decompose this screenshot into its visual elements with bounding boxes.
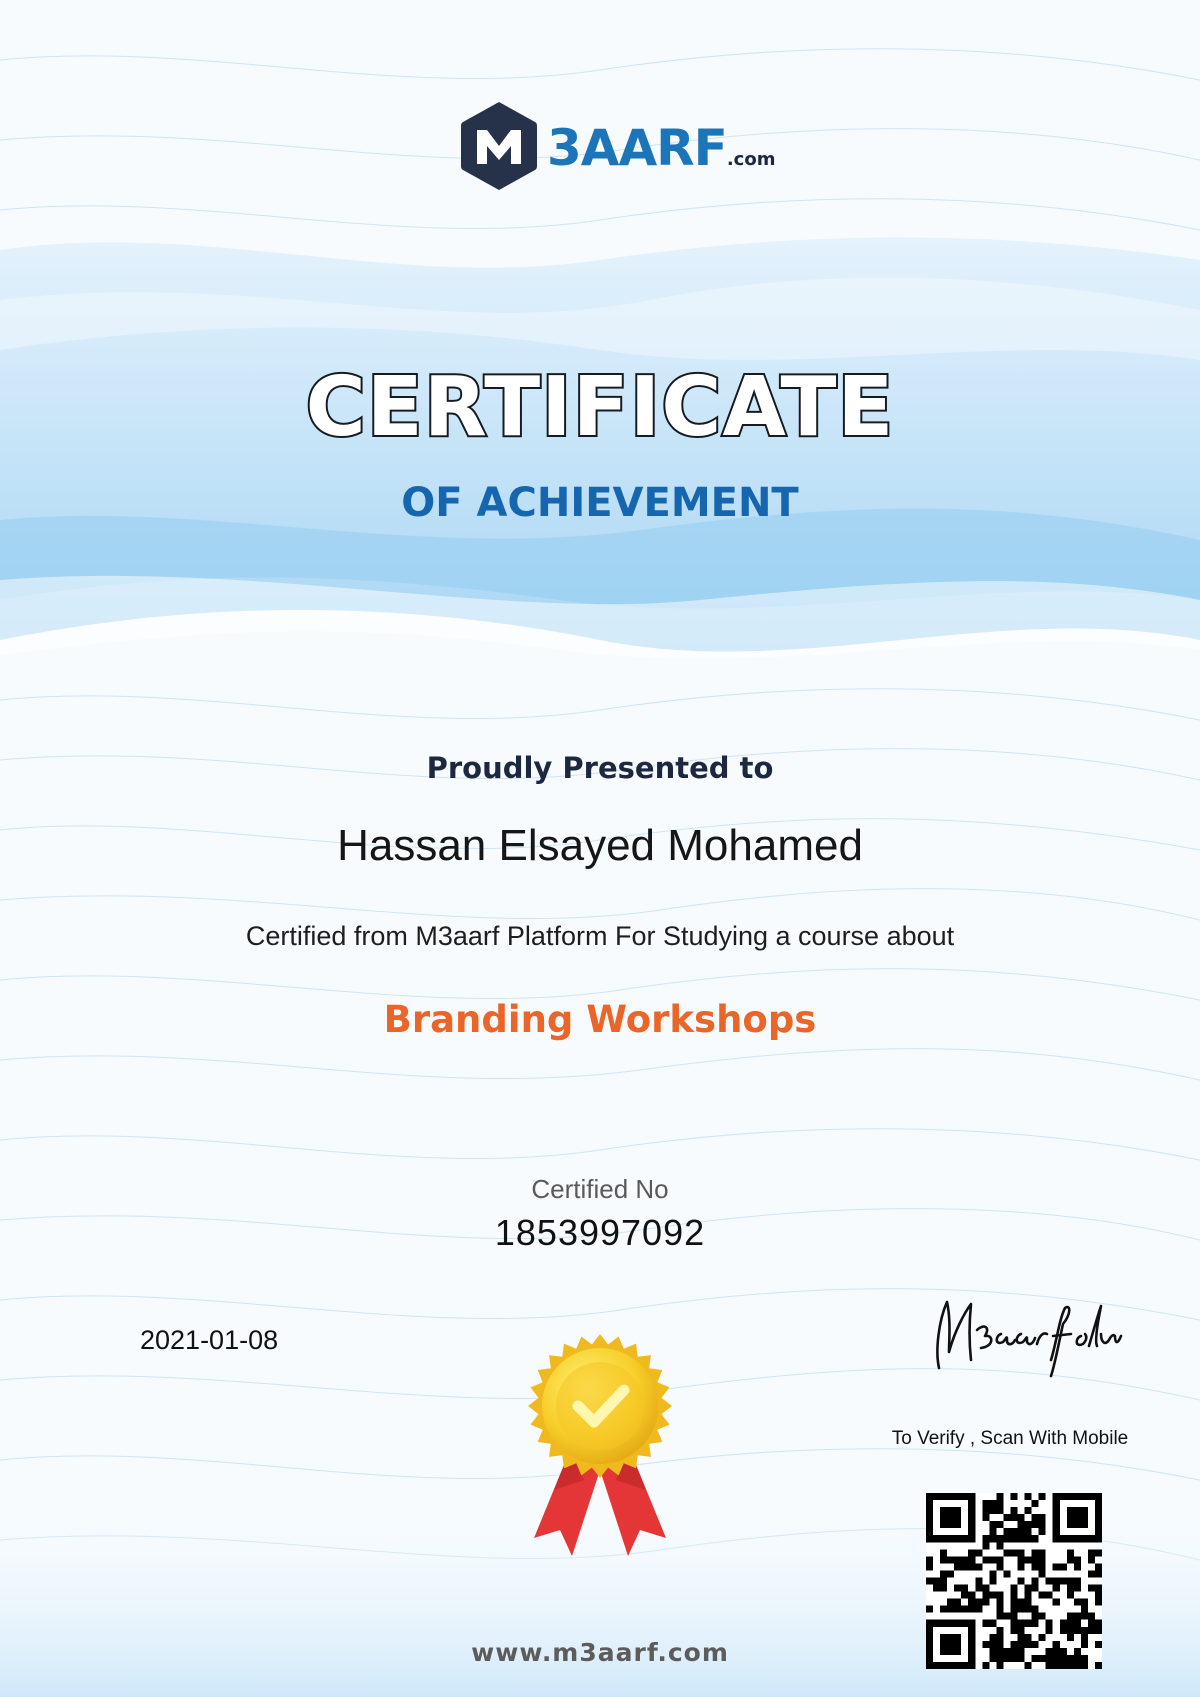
brand-logo	[459, 100, 776, 192]
certificate-number-label: Certified No	[531, 1174, 669, 1204]
award-ribbon-checkmark-icon	[514, 1330, 686, 1570]
brand-wordmark	[547, 118, 775, 190]
brand-wordmark-suffix: .com	[726, 149, 776, 170]
footer-website-url: www.m3aarf.com	[471, 1638, 729, 1667]
presented-to-label: Proudly Presented to	[426, 751, 774, 785]
brand-wordmark-text: 3AARF	[547, 119, 727, 177]
signature-image	[925, 1290, 1125, 1380]
certificate-title: CERTIFICATE	[305, 360, 895, 455]
course-name: Branding Workshops	[383, 998, 817, 1041]
certification-statement: Certified from M3aarf Platform For Studying a course about	[245, 921, 955, 951]
hexagon-m-logo-icon	[459, 100, 539, 192]
issue-date: 2021-01-08	[140, 1325, 279, 1355]
recipient-name: Hassan Elsayed Mohamed	[337, 821, 863, 870]
verify-instruction: To Verify , Scan With Mobile	[891, 1428, 1129, 1449]
certificate-subtitle: OF ACHIEVEMENT	[401, 480, 799, 526]
certificate-number-value: 1853997092	[494, 1212, 706, 1253]
